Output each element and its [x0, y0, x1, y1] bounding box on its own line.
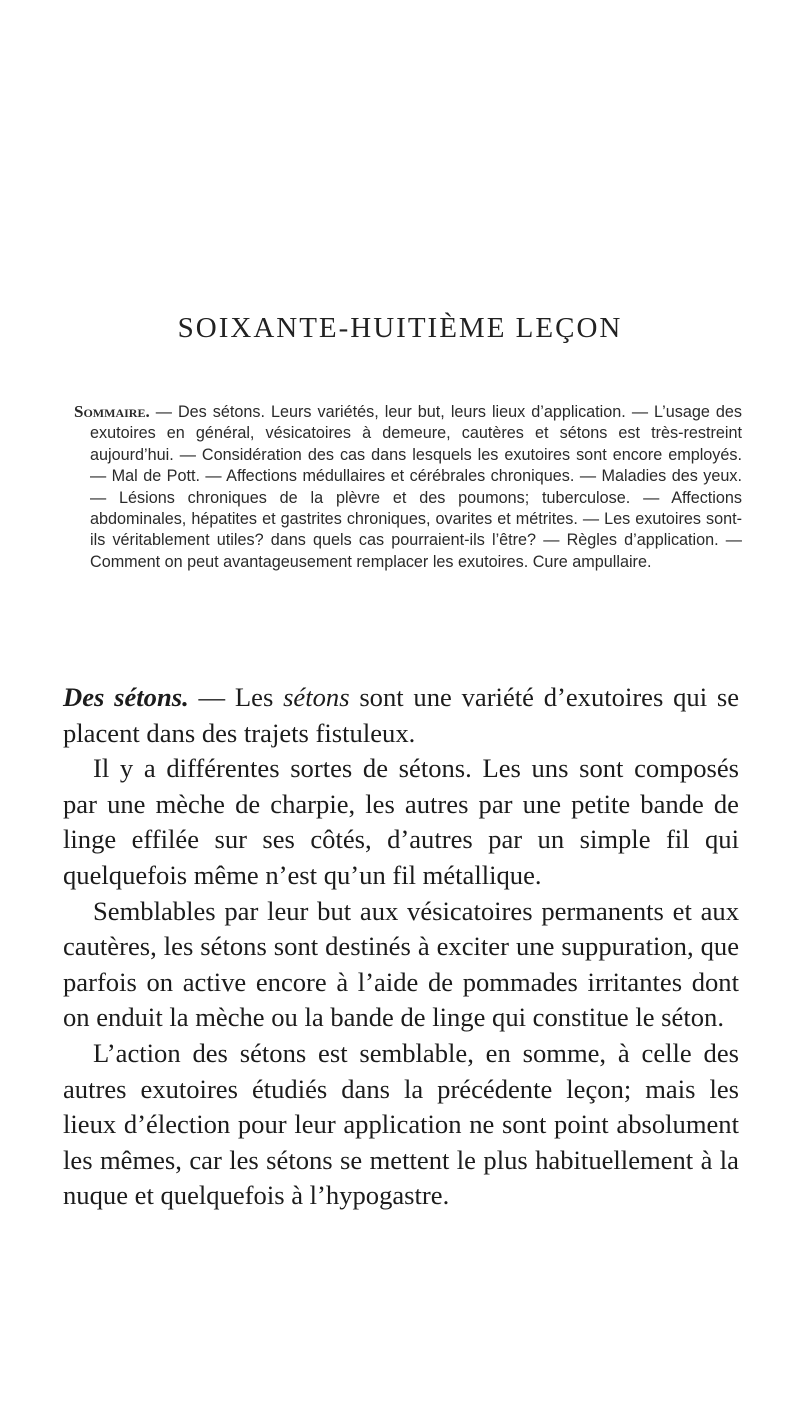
paragraph-1-emphasis: sétons: [283, 682, 350, 712]
body-text: [63, 680, 739, 1214]
paragraph-4: L’action des sétons est semblable, en somme, à celle des autres exutoires étudiés dans la précédente leçon; mais les lieux d’élection pour leur application ne sont point absolument les mêmes, car les sétons se mettent le plus habituellement à la nuque et quelquefois à l’hypogastre.: [63, 1037, 739, 1211]
summary-text: — Des sétons. Leurs variétés, leur but, leurs lieux d’application. — L’usage des exutoires en général, vésicatoires à demeure, cautères et sétons est très-restreint aujourd’hui. — Considération des cas dans lesquels les exutoires sont encore employés. — Mal de Pott. — Affections médullaires et cérébrales chroniques. — Maladies des yeux. — Lésions chroniques de la plèvre et des poumons; tuberculose. — Affections abdominales, hépatites et gastrites chroniques, ovarites et métrites. — Les exutoires sont-ils véritablement utiles? dans quels cas pourraient-ils l’être? — Règles d’application. — Comment on peut avantageusement remplacer les exutoires. Cure ampullaire.: [90, 403, 742, 571]
paragraph-1-rest: sont une variété d’exutoires qui se placent dans des trajets fistuleux.: [63, 682, 740, 748]
paragraph-1-dash: — Les: [188, 682, 284, 712]
paragraph-2: Il y a différentes sortes de sétons. Les uns sont composés par une mèche de charpie, les autres par une petite bande de linge effilée sur ses côtés, d’autres par un simple fil qui quelquefois même n’est qu’un fil métallique.: [63, 753, 739, 890]
chapter-summary: [74, 401, 742, 573]
summary-lead: Sommaire.: [74, 402, 150, 421]
paragraph-1: [63, 680, 739, 751]
section-heading: Des sétons.: [63, 682, 189, 712]
paragraph-3: Semblables par leur but aux vésicatoires permanents et aux cautères, les sétons sont destinés à exciter une suppuration, que parfois on active encore à l’aide de pommades irritantes dont on enduit la mèche ou la bande de linge qui constitue le séton.: [63, 895, 739, 1033]
chapter-title: SOIXANTE-HUITIÈME LEÇON: [177, 312, 623, 344]
